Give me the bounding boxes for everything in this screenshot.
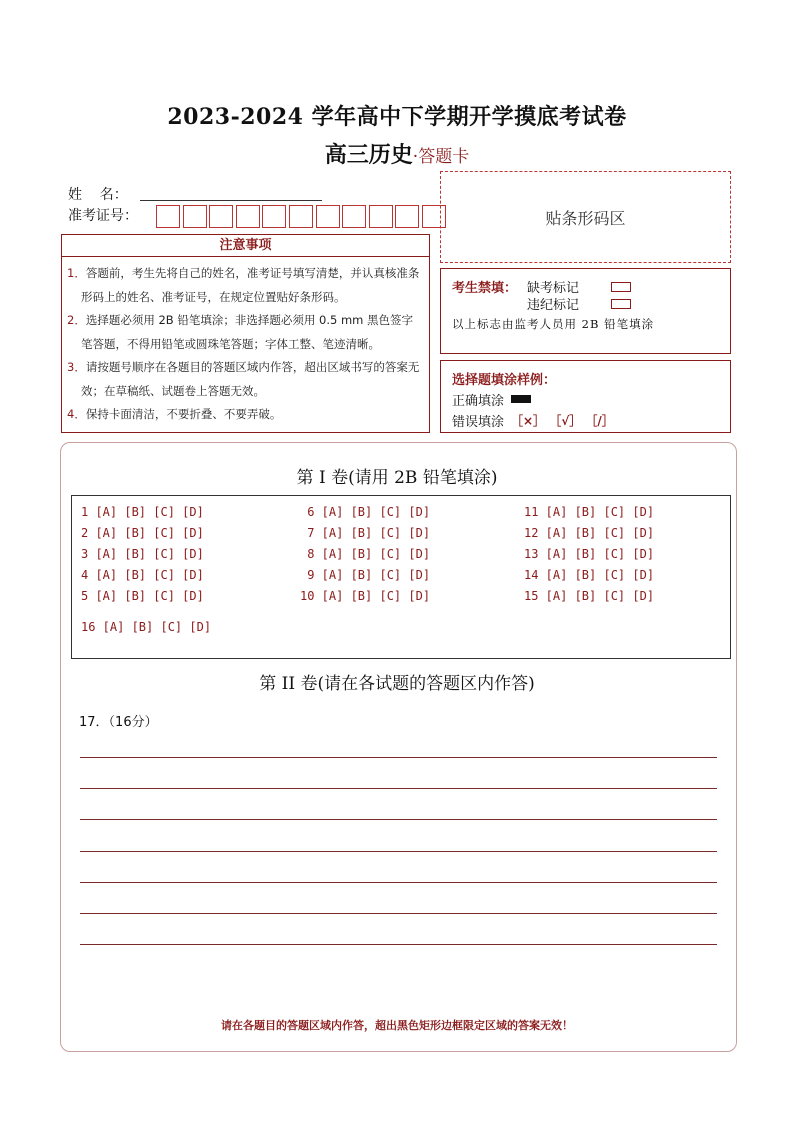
- question-17-label: 17．（16分）: [79, 715, 158, 730]
- choice-question[interactable]: 8 [A] [B] [C] [D]: [300, 547, 431, 561]
- id-digit-box[interactable]: [262, 205, 286, 228]
- notice-item-text: 请按题号顺序在各题目的答题区域内作答，超出区域书写的答案无效；在草稿纸、试题卷上答题无效。: [81, 360, 420, 398]
- notice-body: [61, 257, 430, 433]
- id-digit-box[interactable]: [316, 205, 340, 228]
- choice-question[interactable]: 11 [A] [B] [C] [D]: [524, 505, 655, 519]
- notice-item: [67, 309, 423, 356]
- answer-line[interactable]: [80, 882, 717, 883]
- violation-mark-box[interactable]: [611, 299, 631, 309]
- section-2-title: 第 II 卷(请在各试题的答题区内作答): [259, 674, 535, 694]
- choice-question[interactable]: 15 [A] [B] [C] [D]: [524, 589, 655, 603]
- notice-item: [67, 356, 423, 403]
- id-digit-box[interactable]: [156, 205, 180, 228]
- answer-line[interactable]: [80, 819, 717, 820]
- id-digit-box[interactable]: [209, 205, 233, 228]
- notice-item-number: 3．: [67, 360, 86, 374]
- wrong-fill-marks: ［×］ ［√］ ［/］: [511, 414, 614, 428]
- choice-question[interactable]: 7 [A] [B] [C] [D]: [300, 526, 431, 540]
- id-digit-box[interactable]: [289, 205, 313, 228]
- card-type: ·答题卡: [412, 147, 470, 167]
- name-label: 姓 名：: [68, 187, 128, 203]
- answer-line[interactable]: [80, 788, 717, 789]
- absent-mark-label: 缺考标记: [527, 281, 580, 296]
- id-digit-box[interactable]: [369, 205, 393, 228]
- notice-item: [67, 262, 423, 309]
- notice-item-number: 2．: [67, 313, 86, 327]
- choice-question[interactable]: 3 [A] [B] [C] [D]: [81, 547, 204, 561]
- choice-question[interactable]: 16 [A] [B] [C] [D]: [81, 620, 212, 634]
- answer-line[interactable]: [80, 757, 717, 758]
- notice-heading: 注意事项: [61, 234, 430, 257]
- barcode-area: [440, 171, 731, 263]
- absent-mark-box[interactable]: [611, 282, 631, 292]
- choice-question[interactable]: 4 [A] [B] [C] [D]: [81, 568, 204, 582]
- forbid-note: 以上标志由监考人员用 2B 铅笔填涂: [452, 317, 655, 331]
- violation-mark-label: 违纪标记: [527, 298, 580, 313]
- answer-line[interactable]: [80, 913, 717, 914]
- id-digit-box[interactable]: [395, 205, 419, 228]
- answer-line[interactable]: [80, 851, 717, 852]
- barcode-label: 贴条形码区: [545, 208, 626, 228]
- multiple-choice-box: [71, 495, 731, 659]
- notice-item-text: 选择题必须用 2B 铅笔填涂；非选择题必须用 0.5 mm 黑色签字笔答题，不得用铅笔或圆珠笔答题；字体工整、笔迹清晰。: [81, 313, 414, 351]
- id-digit-box[interactable]: [236, 205, 260, 228]
- notice-item-number: 1．: [67, 266, 86, 280]
- correct-fill-mark: [511, 395, 531, 403]
- choice-question[interactable]: 2 [A] [B] [C] [D]: [81, 526, 204, 540]
- choice-question[interactable]: 12 [A] [B] [C] [D]: [524, 526, 655, 540]
- choice-question[interactable]: 1 [A] [B] [C] [D]: [81, 505, 204, 519]
- section-1-title: 第 I 卷(请用 2B 铅笔填涂): [296, 468, 498, 488]
- fill-sample-box: [440, 360, 731, 433]
- choice-question[interactable]: 13 [A] [B] [C] [D]: [524, 547, 655, 561]
- forbid-label: 考生禁填：: [452, 281, 518, 296]
- id-digit-box[interactable]: [183, 205, 207, 228]
- sample-heading: 选择题填涂样例：: [452, 373, 557, 388]
- id-digit-box[interactable]: [342, 205, 366, 228]
- answer-line[interactable]: [80, 944, 717, 945]
- subject-name: 高三历史: [324, 142, 413, 168]
- choice-question[interactable]: 6 [A] [B] [C] [D]: [300, 505, 431, 519]
- notice-item: [67, 403, 423, 427]
- name-field[interactable]: [140, 200, 322, 201]
- notice-item-number: 4．: [67, 407, 86, 421]
- id-number-boxes: [156, 205, 449, 228]
- examiner-only-box: [440, 268, 731, 354]
- choice-question[interactable]: 5 [A] [B] [C] [D]: [81, 589, 204, 603]
- choice-question[interactable]: 14 [A] [B] [C] [D]: [524, 568, 655, 582]
- choice-question[interactable]: 10 [A] [B] [C] [D]: [300, 589, 431, 603]
- exam-subtitle: [0, 138, 794, 169]
- notice-item-text: 答题前，考生先将自己的姓名，准考证号填写清楚，并认真核准条形码上的姓名、准考证号，在规定位置贴好条形码。: [81, 266, 420, 304]
- footer-warning: 请在各题目的答题区域内作答，超出黑色矩形边框限定区域的答案无效！: [221, 1019, 573, 1032]
- exam-title: 2023-2024 学年高中下学期开学摸底考试卷: [167, 104, 627, 130]
- choice-question[interactable]: 9 [A] [B] [C] [D]: [300, 568, 431, 582]
- id-label: 准考证号：: [68, 208, 138, 224]
- correct-fill-label: 正确填涂: [452, 394, 505, 409]
- notice-item-text: 保持卡面清洁，不要折叠、不要弄破。: [85, 407, 282, 421]
- wrong-fill-label: 错误填涂: [452, 415, 505, 430]
